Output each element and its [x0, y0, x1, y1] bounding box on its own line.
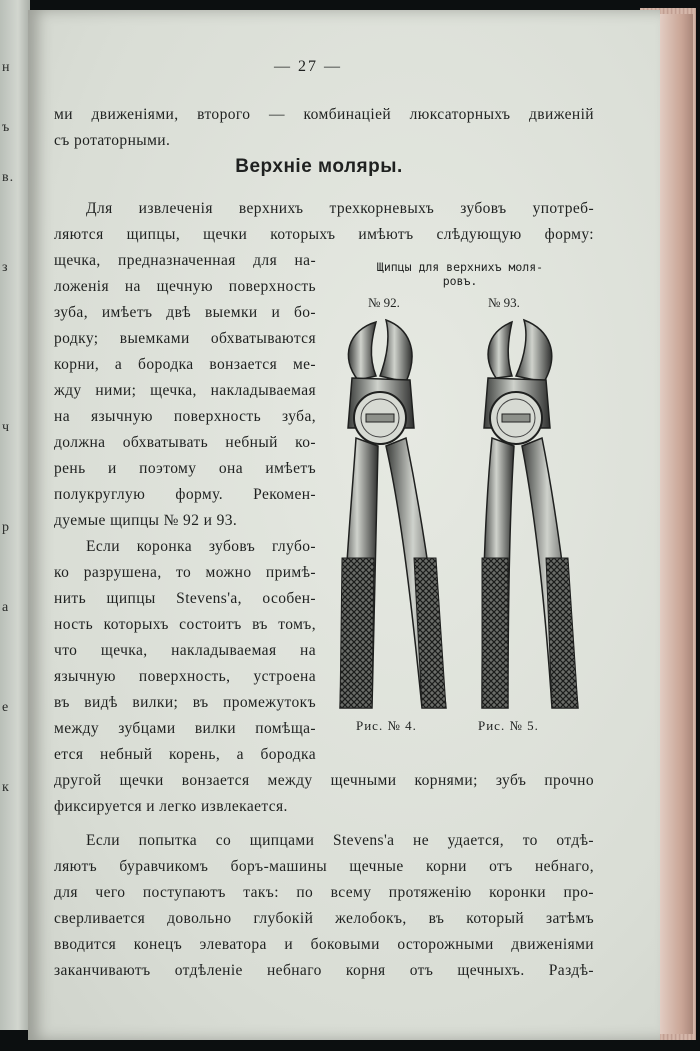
text-line: нить щипцы Stevens'a, особен-	[54, 590, 316, 607]
text-line: родку; выемками обхватываются	[54, 330, 316, 347]
figure-title-cont: ровъ.	[442, 274, 478, 288]
text-line: въ видѣ вилки; въ промежутокъ	[54, 694, 316, 711]
text-line: другой щечки вонзается между щечными корнями; зубъ прочно	[54, 772, 594, 789]
text-line: сверливается довольно глубокій желобокъ, въ который затѣмъ	[54, 910, 594, 927]
book-page	[28, 10, 660, 1040]
text-line: рень и поэтому она имѣетъ	[54, 460, 316, 477]
text-line: фиксируется и легко извлекается.	[54, 798, 288, 815]
text-line: ми движеніями, второго — комбинаціей люксаторныхъ движеній	[54, 106, 594, 123]
text-line: заканчиваютъ отдѣленіе небнаго корня отъ щечныхъ. Раздѣ-	[54, 962, 594, 979]
text-line: что щечка, накладываемая на	[54, 642, 316, 659]
text-line: язычную поверхность, устроена	[54, 668, 316, 685]
previous-page-edge: н ъ в. з ч р а е к	[0, 0, 30, 1030]
text-line: Для извлеченія верхнихъ трехкорневыхъ зубовъ употреб-	[86, 200, 594, 217]
text-line: щечка, предназначенная для на-	[54, 252, 316, 269]
text-line: ляются щипцы, щечки которыхъ имѣютъ слѣдующую форму:	[54, 226, 594, 243]
text-line: ляютъ буравчикомъ боръ-машины щечные корни отъ небнаго,	[54, 858, 594, 875]
text-line: ко разрушена, то можно примѣ-	[54, 564, 316, 581]
forceps-illustration-no93	[452, 318, 582, 718]
figure-number-right: № 93.	[488, 295, 520, 310]
text-line: корни, а бородка вонзается ме-	[54, 356, 316, 373]
text-line: между зубцами вилки помѣща-	[54, 720, 316, 737]
text-line: жду ними; щечка, накладываемая	[54, 382, 316, 399]
text-line: ность которыхъ состоитъ въ томъ,	[54, 616, 316, 633]
forceps-illustration-no92	[318, 318, 448, 718]
figure-caption-right: Рис. № 5.	[478, 718, 539, 733]
text-line: полукруглую форму. Рекомен-	[54, 486, 316, 503]
text-line: должна обхватывать небный ко-	[54, 434, 316, 451]
text-line: Если попытка со щипцами Stevens'a не удается, то отдѣ-	[86, 832, 594, 849]
text-line: ется небный корень, а бородка	[54, 746, 316, 763]
section-heading: Верхніе моляры.	[235, 156, 403, 177]
text-line: для чего поступаютъ такъ: по всему протяженію коронки про-	[54, 884, 594, 901]
page-number: — 27 —	[274, 58, 342, 75]
text-line: Если коронка зубовъ глубо-	[86, 538, 316, 555]
page-block-edge-inner	[655, 14, 693, 1034]
figure-caption-left: Рис. № 4.	[356, 718, 417, 733]
text-line: зуба, имѣетъ двѣ выемки и бо-	[54, 304, 316, 321]
text-line: дуемые щипцы № 92 и 93.	[54, 512, 238, 529]
text-line: съ ротаторными.	[54, 132, 171, 149]
figure-number-left: № 92.	[368, 295, 400, 310]
figure-title: Щипцы для верхнихъ моля-	[376, 260, 544, 274]
text-line: на язычную поверхность зуба,	[54, 408, 316, 425]
text-line: вводится конецъ элеватора и боковыми осторожными движеніями	[54, 936, 594, 953]
text-line: ложенія на щечную поверхность	[54, 278, 316, 295]
